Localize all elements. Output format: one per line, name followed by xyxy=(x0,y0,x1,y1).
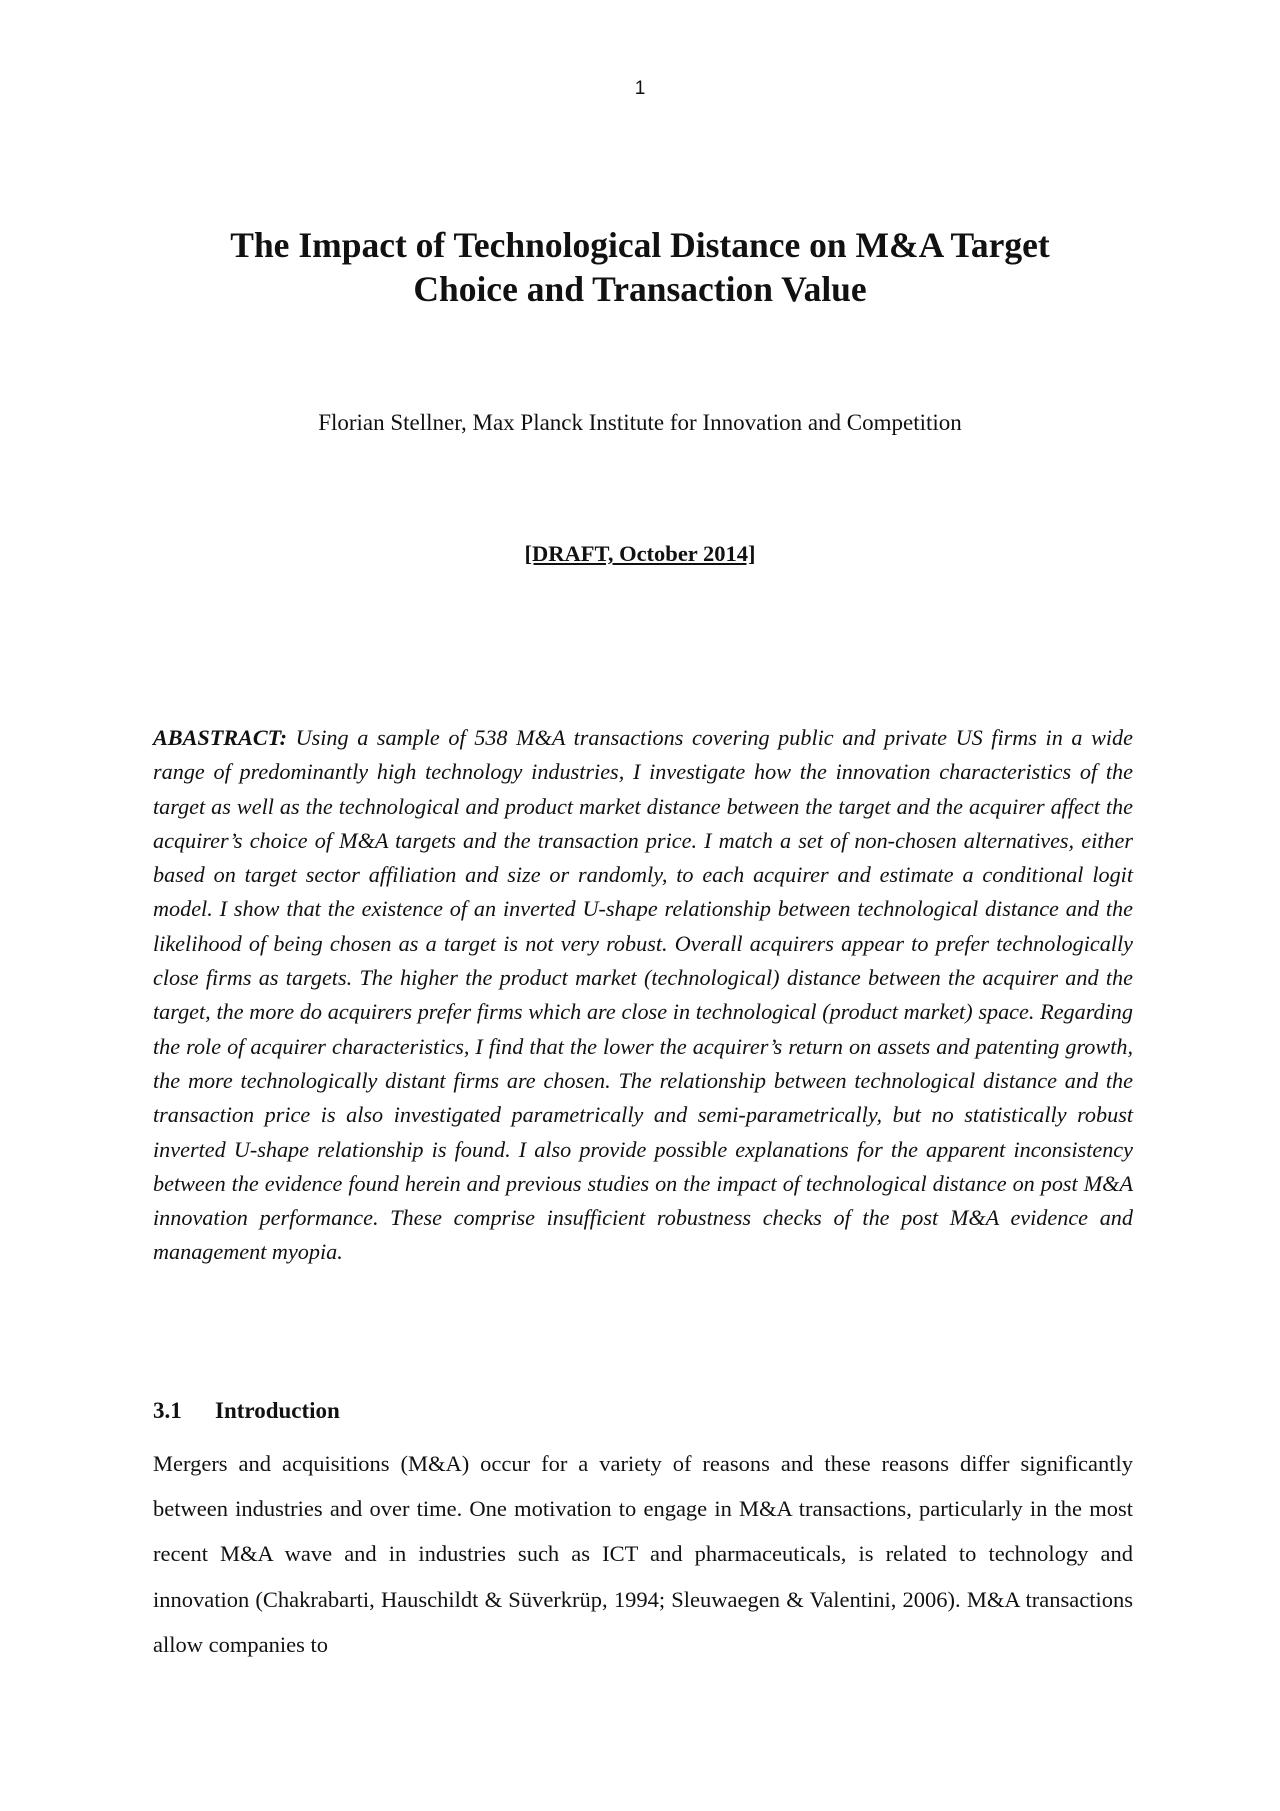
paper-title-line-2: Choice and Transaction Value xyxy=(413,269,867,309)
abstract-label: ABASTRACT: xyxy=(153,725,287,750)
draft-note: [DRAFT, October 2014] xyxy=(524,541,756,566)
abstract xyxy=(153,721,1133,1270)
paper-title xyxy=(150,223,1130,311)
author-affiliation: Florian Stellner, Max Planck Institute for Innovation and Competition xyxy=(318,410,962,435)
section-title: Introduction xyxy=(215,1398,340,1423)
intro-paragraph: Mergers and acquisitions (M&A) occur for a variety of reasons and these reasons differ significantly between industries and over time. One motivation to engage in M&A transactions, particularly in the most recent M&A wave and in industries such as ICT and pharmaceuticals, is related to technology and innovation (Chakrabarti, Hauschildt & Süverkrüp, 1994; Sleuwaegen & Valentini, 2006). M&A transactions allow companies to xyxy=(153,1451,1133,1657)
paper-title-line-1: The Impact of Technological Distance on M&A Target xyxy=(230,225,1050,265)
section-heading xyxy=(153,1398,340,1424)
section-number: 3.1 xyxy=(153,1398,182,1423)
abstract-text: Using a sample of 538 M&A transactions covering public and private US firms in a wide range of predominantly high technology industries, I investigate how the innovation characteristics of the target as well as the technological and product market distance between the target and the acquirer affect the acquirer’s choice of M&A targets and the transaction price. I match a set of non-chosen alternatives, either based on target sector affiliation and size or randomly, to each acquirer and estimate a conditional logit model. I show that the existence of an inverted U-shape relationship between technological distance and the likelihood of being chosen as a target is not very robust. Overall acquirers appear to prefer technologically close firms as targets. The higher the product market (technological) distance between the acquirer and the target, the more do acquirers prefer firms which are close in technological (product market) space. Regarding the role of acquirer characteristics, I find that the lower the acquirer’s return on assets and patenting growth, the more technologically distant firms are chosen. The relationship between technological distance and the transaction price is also investigated parametrically and semi-parametrically, but no statistically robust inverted U-shape relationship is found. I also provide possible explanations for the apparent inconsistency between the evidence found herein and previous studies on the impact of technological distance on post M&A innovation performance. These comprise insufficient robustness checks of the post M&A evidence and management myopia. xyxy=(153,725,1134,1265)
page-number: 1 xyxy=(634,78,646,99)
